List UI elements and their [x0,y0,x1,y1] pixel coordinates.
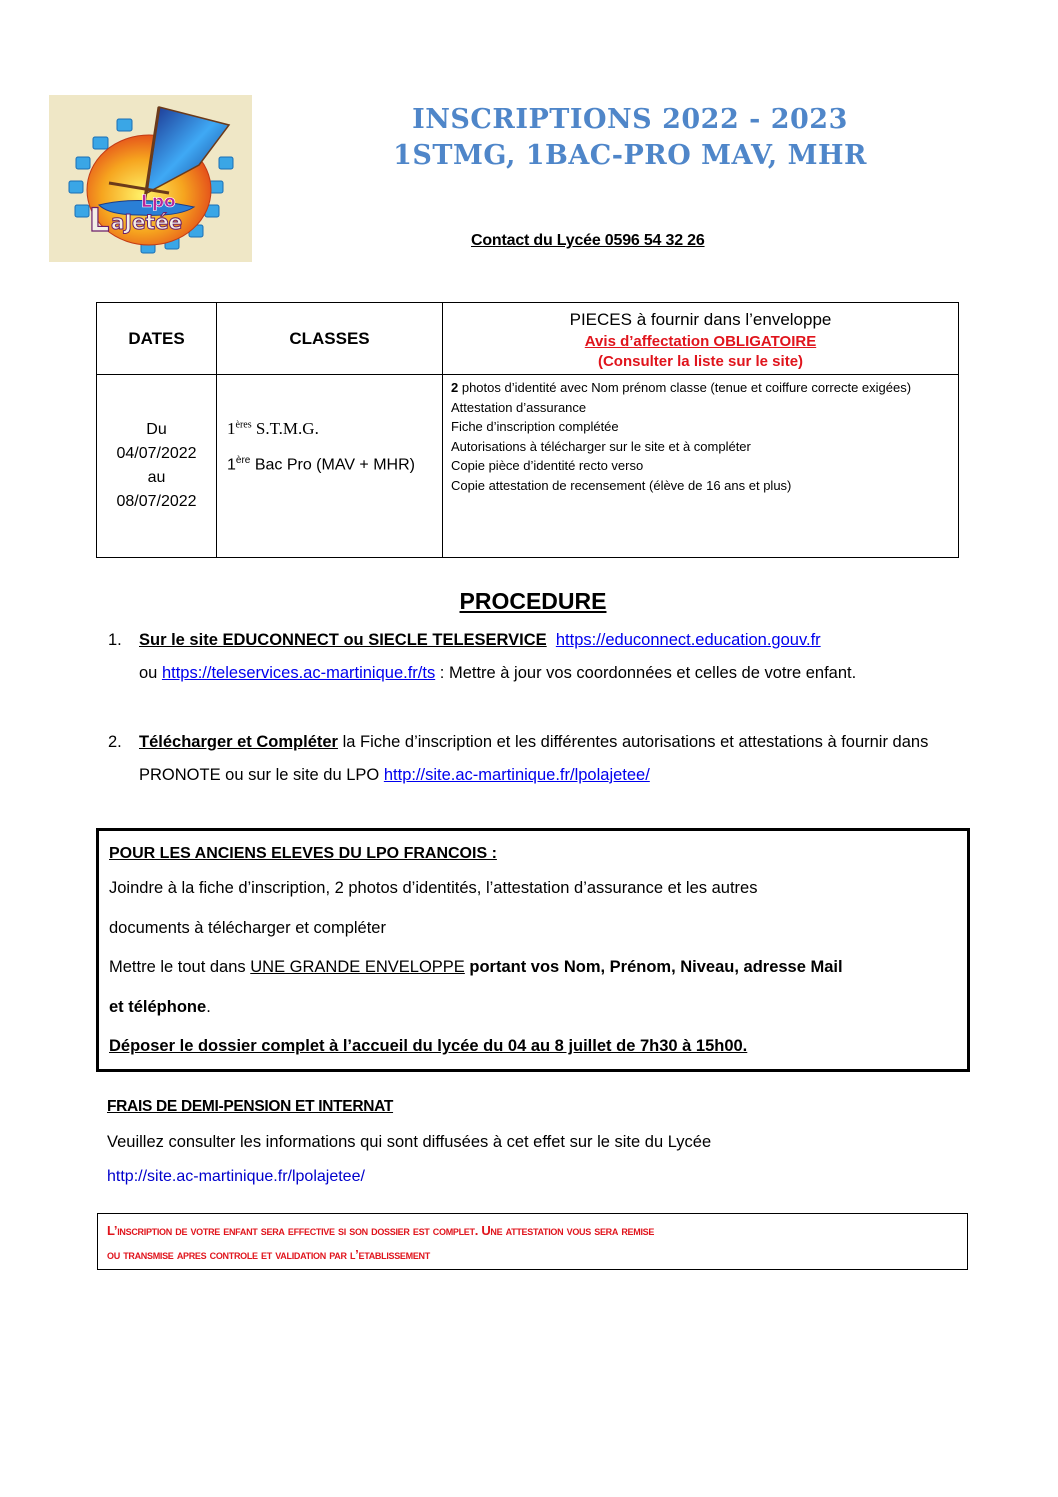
piece-item [451,378,950,398]
former-students-line [109,988,957,1028]
step-body [139,624,968,690]
piece-item: Copie pièce d’identité recto verso [451,458,644,473]
col-header-dates: DATES [97,303,217,375]
svg-text:Lpo: Lpo [141,192,176,212]
step-text-or: ou [139,664,162,682]
step-text: la Fiche d’inscription et les différentes autorisations et attestations à fournir dans PRONOTE ou sur le site du LPO [139,733,929,784]
former-students-line [109,948,957,988]
page-title-line-1: INSCRIPTIONS 2022 - 2023 [412,104,848,135]
text: Mettre le tout dans [109,958,251,976]
svg-text:aJetée: aJetée [111,210,183,234]
pieces-header-mandatory: Avis d’affectation OBLIGATOIRE [584,332,817,350]
school-logo-icon [49,95,252,262]
table-header-row [97,303,959,375]
text-bold: et téléphone [109,997,207,1016]
cell-pieces [443,375,959,558]
former-students-line: documents à télécharger et compléter [109,918,386,937]
pieces-header-title: PIECES à fournir dans l’enveloppe [569,309,832,329]
col-header-pieces [443,303,959,375]
date-end: 08/07/2022 [116,493,197,510]
cell-classes [217,375,443,558]
class-name: S.T.M.G. [255,419,319,438]
date-start: 04/07/2022 [116,445,197,462]
class-prefix: 1 [227,456,236,474]
text-bold: portant vos Nom, Prénom, Niveau, adresse Mail [464,958,843,976]
registration-notice-box [97,1213,968,1270]
fees-text: Veuillez consulter les informations qui sont diffusées à cet effet sur le site du Lycée [107,1133,712,1151]
pieces-table [96,302,959,558]
page-title-line-2: 1STMG, 1BAC-PRO MAV, MHR [393,140,867,171]
piece-text: photos d’identité avec Nom prénom classe (tenue et coiffure correcte exigées) [458,380,912,395]
step-body [139,726,968,792]
text: . [206,997,211,1016]
procedure-step-1 [108,624,968,690]
step-heading: Sur le site EDUCONNECT ou SIECLE TELESERVICE [139,631,547,649]
fees-title: FRAIS DE DEMI-PENSION ET INTERNAT [107,1098,394,1115]
svg-text:L: L [89,201,110,239]
piece-item: Attestation d’assurance [451,399,587,415]
deposit-instruction: Déposer le dossier complet à l’accueil du lycée du 04 au 8 juillet de 7h30 à 15h00. [109,1037,748,1055]
notice-line: ou transmise apres controle et validation par l’etablissement [107,1247,430,1262]
step-number: 2. [108,733,122,751]
piece-item: Fiche d’inscription complétée [451,419,619,434]
class-prefix: 1 [227,419,236,438]
class-sup: ères [235,419,252,431]
fees-site-link[interactable]: http://site.ac-martinique.fr/lpolajetee/ [107,1168,365,1185]
educonnect-link[interactable]: https://educonnect.education.gouv.fr [555,631,821,649]
table-row [97,375,959,558]
envelope-emphasis: UNE GRANDE ENVELOPPE [250,958,465,976]
col-header-classes: CLASSES [217,303,443,375]
class-stmg [227,419,442,439]
date-du: Du [146,421,167,438]
school-logo [49,95,252,262]
contact-phone: Contact du Lycée 0596 54 32 26 [471,232,705,249]
procedure-title: PROCEDURE [459,588,607,614]
piece-item: Copie attestation de recensement (élève de 16 ans et plus) [451,477,792,493]
step-number: 1. [108,631,122,649]
cell-dates [97,375,217,558]
former-students-box [96,828,970,1072]
step-text: : Mettre à jour vos coordonnées et celles de votre enfant. [435,664,857,682]
date-au: au [147,469,166,486]
notice-line: L’inscription de votre enfant sera effective si son dossier est complet. Une attestation vous sera remise [107,1223,655,1238]
pieces-header-note: (Consulter la liste sur le site) [597,352,804,370]
procedure-step-2 [108,726,968,792]
class-sup: ère [235,455,251,466]
piece-item: Autorisations à télécharger sur le site et à compléter [451,438,751,454]
piece-count: 2 [451,380,459,395]
class-bac-pro [227,455,442,474]
former-students-line: Joindre à la fiche d’inscription, 2 photos d’identités, l’attestation d’assurance et les autres [109,879,758,897]
former-students-title: POUR LES ANCIENS ELEVES DU LPO FRANCOIS : [109,845,497,862]
lpo-site-link[interactable]: http://site.ac-martinique.fr/lpolajetee/ [383,766,650,784]
teleservices-link[interactable]: https://teleservices.ac-martinique.fr/ts [161,664,436,682]
step-heading: Télécharger et Compléter [139,733,338,751]
class-name: Bac Pro (MAV + MHR) [254,456,415,474]
